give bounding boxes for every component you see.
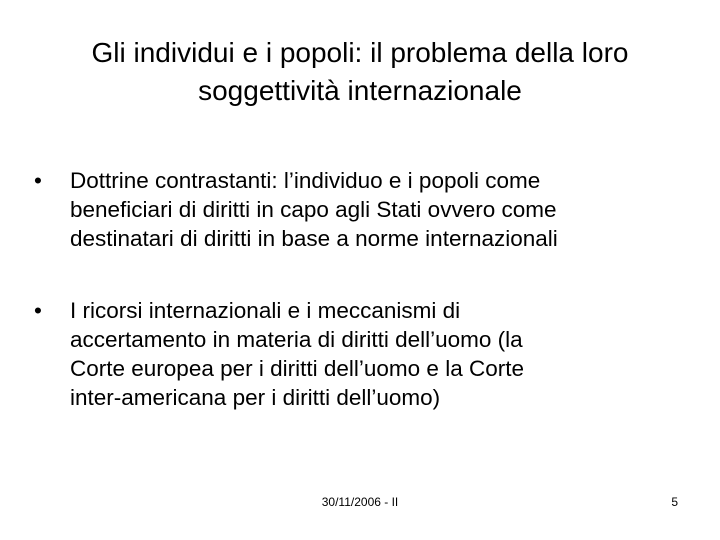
footer-date: 30/11/2006 - II [321, 495, 399, 509]
slide-title-line: soggettività internazionale [198, 75, 522, 106]
slide-title [36, 34, 684, 110]
bullet-line: destinatari di diritti in base a norme internazionali [70, 226, 558, 251]
bullet-line: Dottrine contrastanti: l’individuo e i popoli come [70, 168, 541, 193]
bullet-icon: • [34, 168, 42, 193]
bullet-item [34, 296, 694, 412]
bullet-line: I ricorsi internazionali e i meccanismi di [70, 298, 461, 323]
bullet-line: Corte europea per i diritti dell’uomo e la Corte [70, 356, 524, 381]
bullet-line: inter-americana per i diritti dell’uomo) [70, 385, 441, 410]
bullet-text [70, 296, 694, 412]
page-number: 5 [671, 495, 678, 509]
bullet-line: beneficiari di diritti in capo agli Stati ovvero come [70, 197, 557, 222]
bullet-icon: • [34, 298, 42, 323]
slide-title-line: Gli individui e i popoli: il problema della loro [91, 37, 629, 68]
bullet-list [34, 166, 694, 412]
bullet-item [34, 166, 694, 253]
bullet-text [70, 166, 694, 253]
bullet-line: accertamento in materia di diritti dell’uomo (la [70, 327, 523, 352]
